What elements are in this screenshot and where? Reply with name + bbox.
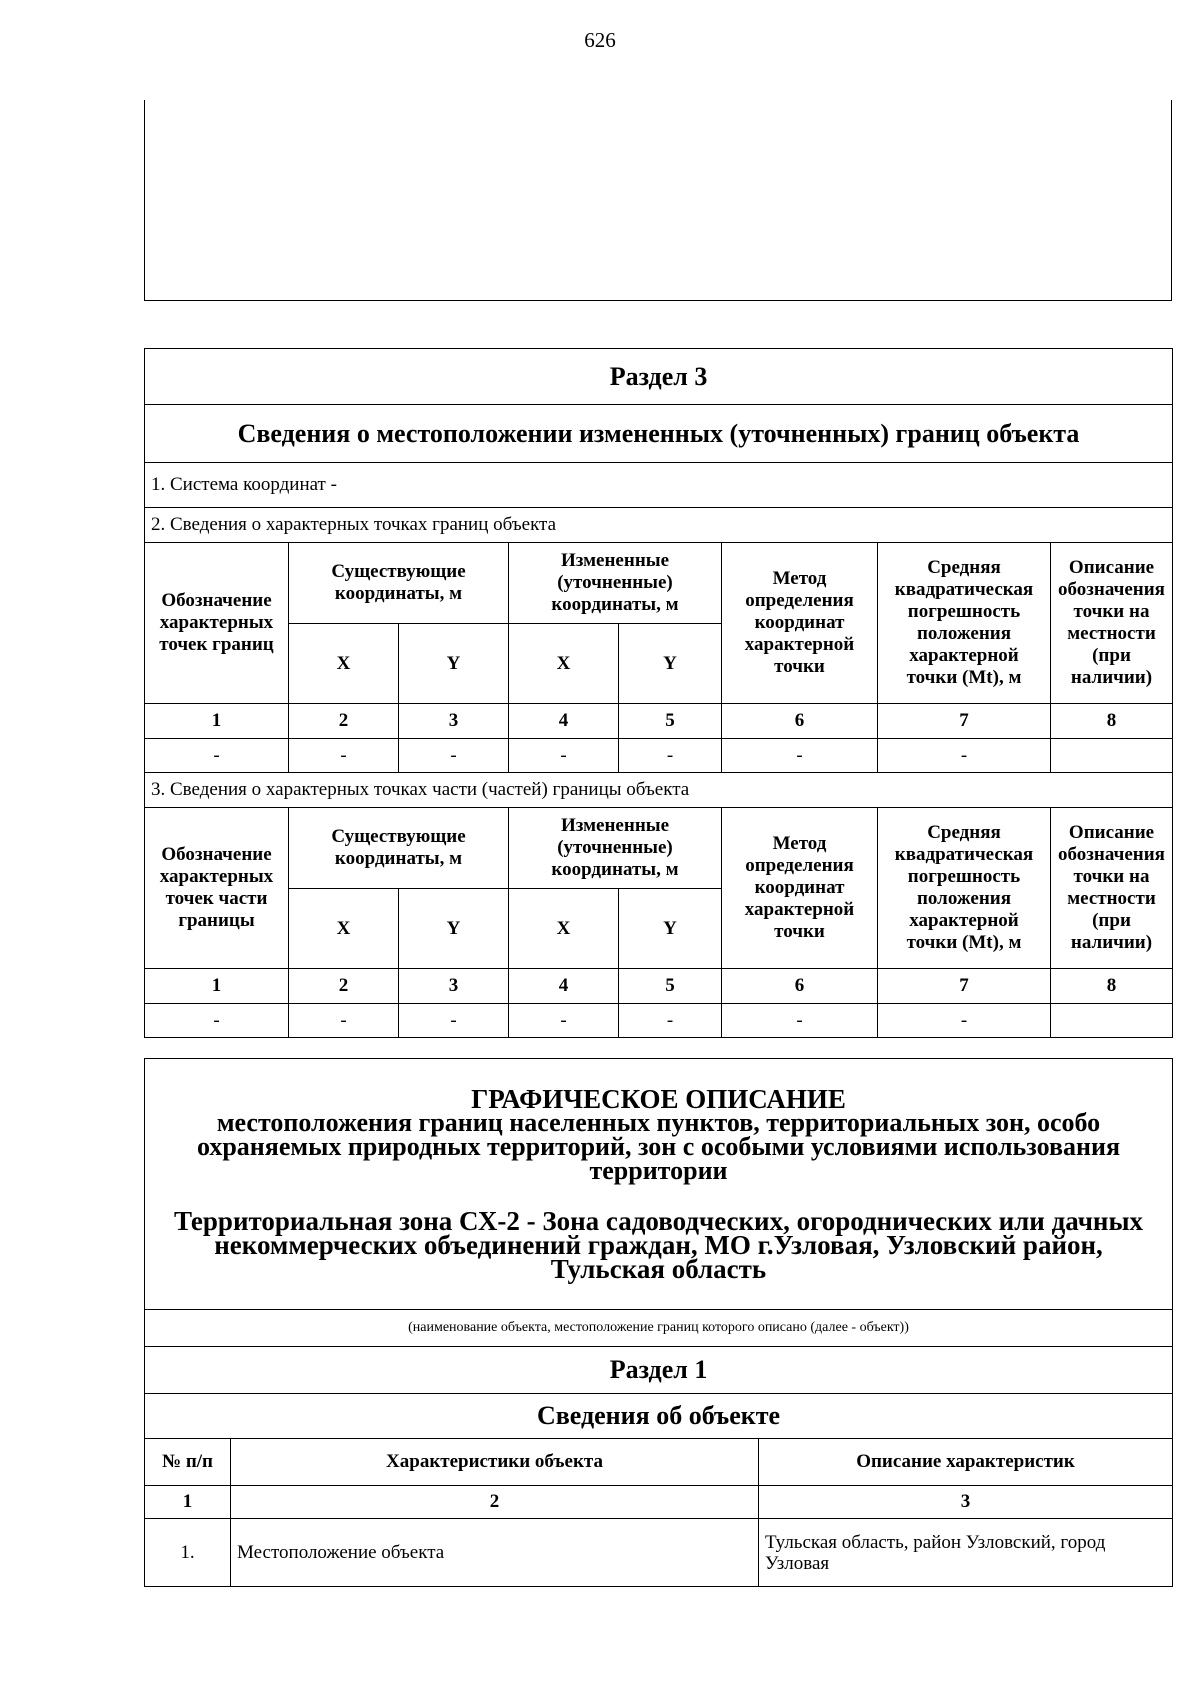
t1-cell: -: [619, 739, 722, 773]
parts-heading: 3. Сведения о характерных точках части (частей) границы объекта: [145, 773, 1173, 808]
t2-colnum: 2: [289, 969, 399, 1004]
t2-cell: -: [722, 1004, 878, 1038]
t2-colnum: 3: [399, 969, 509, 1004]
section1-subtitle: Сведения об объекте: [145, 1394, 1173, 1439]
t1-designation-header: Обозначение характерных точек границ: [145, 543, 289, 704]
t2-colnum: 5: [619, 969, 722, 1004]
t1-changed-header: Измененные (уточненные) координаты, м: [509, 543, 722, 624]
t1-cell: -: [145, 739, 289, 773]
points-heading: 2. Сведения о характерных точках границ объекта: [145, 508, 1173, 543]
s1-colnum: 1: [145, 1486, 231, 1519]
t1-existing-x: X: [289, 624, 399, 704]
t1-cell: [1051, 739, 1173, 773]
t1-cell: -: [399, 739, 509, 773]
section3-table: [144, 348, 1173, 1038]
coord-system: 1. Система координат -: [145, 463, 1173, 508]
object-caption: (наименование объекта, местоположение границ которого описано (далее - объект)): [145, 1310, 1173, 1347]
top-frame-continuation: [144, 100, 1172, 301]
s1-row-num: 1.: [145, 1519, 231, 1587]
t2-colnum: 8: [1051, 969, 1173, 1004]
t2-changed-y: Y: [619, 889, 722, 969]
t2-colnum: 4: [509, 969, 619, 1004]
t1-colnum: 3: [399, 704, 509, 739]
zone-name: Территориальная зона СХ-2 - Зона садоводческих, огороднических или дачных некоммерческих объединений граждан, МО г.Узловая, Узловский район, Тульская область: [173, 1206, 1144, 1284]
t1-existing-y: Y: [399, 624, 509, 704]
t2-existing-x: X: [289, 889, 399, 969]
t2-error-header: Средняя квадратическая погрешность положения характерной точки (Mt), м: [878, 808, 1051, 969]
graphic-description-table: [144, 1058, 1173, 1587]
t2-colnum: 7: [878, 969, 1051, 1004]
s1-header-description: Описание характеристик: [759, 1439, 1173, 1486]
t2-method-header: Метод определения координат характерной точки: [722, 808, 878, 969]
s1-colnum: 3: [759, 1486, 1173, 1519]
graphic-title-block: [161, 1084, 1156, 1185]
t2-existing-y: Y: [399, 889, 509, 969]
t1-colnum: 2: [289, 704, 399, 739]
t2-cell: -: [399, 1004, 509, 1038]
page-number: 626: [584, 28, 616, 52]
graphic-title: ГРАФИЧЕСКОЕ ОПИСАНИЕ: [471, 1084, 846, 1114]
t1-colnum: 4: [509, 704, 619, 739]
t2-cell: [1051, 1004, 1173, 1038]
t2-colnum: 1: [145, 969, 289, 1004]
t1-changed-y: Y: [619, 624, 722, 704]
t2-cell: -: [289, 1004, 399, 1038]
section3-title: Раздел 3: [145, 349, 1173, 405]
t2-cell: -: [145, 1004, 289, 1038]
t2-description-header: Описание обозначения точки на местности (при наличии): [1051, 808, 1173, 969]
t1-method-header: Метод определения координат характерной точки: [722, 543, 878, 704]
t2-changed-x: X: [509, 889, 619, 969]
t2-designation-header: Обозначение характерных точек части границы: [145, 808, 289, 969]
t2-changed-header: Измененные (уточненные) координаты, м: [509, 808, 722, 889]
t1-colnum: 7: [878, 704, 1051, 739]
t1-cell: -: [289, 739, 399, 773]
t2-cell: -: [509, 1004, 619, 1038]
t1-changed-x: X: [509, 624, 619, 704]
section1-title: Раздел 1: [145, 1347, 1173, 1394]
graphic-subtitle: местоположения границ населенных пунктов, территориальных зон, особо охраняемых природных территорий, зон с особыми условиями использования территории: [196, 1108, 1121, 1185]
t1-cell: -: [722, 739, 878, 773]
section3-subtitle: Сведения о местоположении измененных (уточненных) границ объекта: [145, 405, 1173, 463]
t1-error-header: Средняя квадратическая погрешность положения характерной точки (Mt), м: [878, 543, 1051, 704]
graphic-header-cell: [145, 1059, 1173, 1310]
t1-cell: -: [509, 739, 619, 773]
t1-existing-header: Существующие координаты, м: [289, 543, 509, 624]
s1-colnum: 2: [231, 1486, 759, 1519]
t2-cell: -: [878, 1004, 1051, 1038]
s1-header-num: № п/п: [145, 1439, 231, 1486]
t2-colnum: 6: [722, 969, 878, 1004]
t2-existing-header: Существующие координаты, м: [289, 808, 509, 889]
s1-row-name: Местоположение объекта: [231, 1519, 759, 1587]
t1-description-header: Описание обозначения точки на местности (при наличии): [1051, 543, 1173, 704]
s1-row-value: Тульская область, район Узловский, город Узловая: [759, 1519, 1173, 1587]
t1-colnum: 1: [145, 704, 289, 739]
t2-cell: -: [619, 1004, 722, 1038]
t1-colnum: 5: [619, 704, 722, 739]
t1-cell: -: [878, 739, 1051, 773]
t1-colnum: 6: [722, 704, 878, 739]
t1-colnum: 8: [1051, 704, 1173, 739]
s1-header-characteristics: Характеристики объекта: [231, 1439, 759, 1486]
